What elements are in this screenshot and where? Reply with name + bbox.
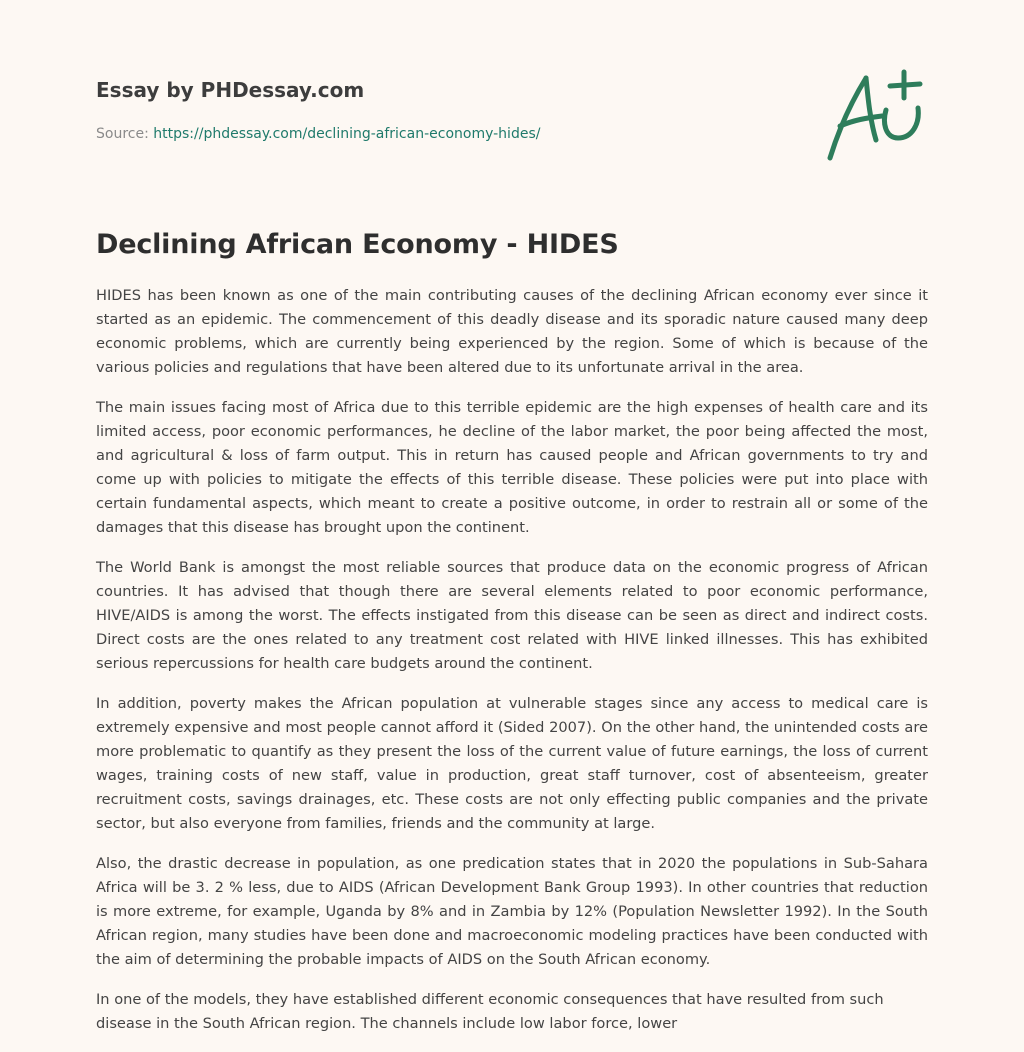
essay-paragraph: The World Bank is amongst the most reliable sources that produce data on the economic progress of African countries. It has advised that though there are several elements related to poor economic performance, HIVE/AIDS is among the worst. The effects instigated from this disease can be seen as direct and indirect costs. Direct costs are the ones related to any treatment cost related with HIVE linked illnesses. This has exhibited serious repercussions for health care budgets around the continent.: [96, 559, 928, 672]
essay-paragraph: In one of the models, they have established different economic consequences that have resulted from such disease in the South African region. The channels include low labor force, lower: [96, 991, 884, 1032]
essay-body: [96, 284, 928, 1052]
source-label: Source:: [96, 126, 154, 142]
page-header: [96, 76, 928, 144]
essay-paragraph: The main issues facing most of Africa due to this terrible epidemic are the high expenses of health care and its limited access, poor economic performances, he decline of the labor market, the poor being affected the most, and agricultural & loss of farm output. This in return has caused people and African governments to try and come up with policies to mitigate the effects of this terrible disease. These policies were put into place with certain fundamental aspects, which meant to create a positive outcome, in order to restrain all or some of the damages that this disease has brought upon the continent.: [96, 399, 928, 536]
site-title: Essay by PHDessay.com: [96, 78, 365, 102]
a-plus-logo-icon: [820, 68, 930, 164]
essay-paragraph: Also, the drastic decrease in population, as one predication states that in 2020 the populations in Sub-Sahara Africa will be 3. 2 % less, due to AIDS (African Development Bank Group 1993). In other countries that reduction is more extreme, for example, Uganda by 8% and in Zambia by 12% (Population Newsletter 1992). In the South African region, many studies have been done and macroeconomic modeling practices have been conducted with the aim of determining the probable impacts of AIDS on the South African economy.: [96, 855, 928, 968]
source-link[interactable]: https://phdessay.com/declining-african-economy-hides/: [153, 126, 541, 142]
essay-title: Declining African Economy - HIDES: [96, 229, 619, 260]
essay-paragraph: In addition, poverty makes the African population at vulnerable stages since any access to medical care is extremely expensive and most people cannot afford it (Sided 2007). On the other hand, the unintended costs are more problematic to quantify as they present the loss of the current value of future earnings, the loss of current wages, training costs of new staff, value in production, great staff turnover, cost of absenteeism, greater recruitment costs, savings drainages, etc. These costs are not only effecting public companies and the private sector, but also everyone from families, friends and the community at large.: [96, 695, 928, 832]
essay-paragraph: HIDES has been known as one of the main contributing causes of the declining African economy ever since it started as an epidemic. The commencement of this deadly disease and its sporadic nature caused many deep economic problems, which are currently being experienced by the region. Some of which is because of the various policies and regulations that have been altered due to its unfortunate arrival in the area.: [96, 287, 928, 376]
source-line: [96, 124, 928, 144]
